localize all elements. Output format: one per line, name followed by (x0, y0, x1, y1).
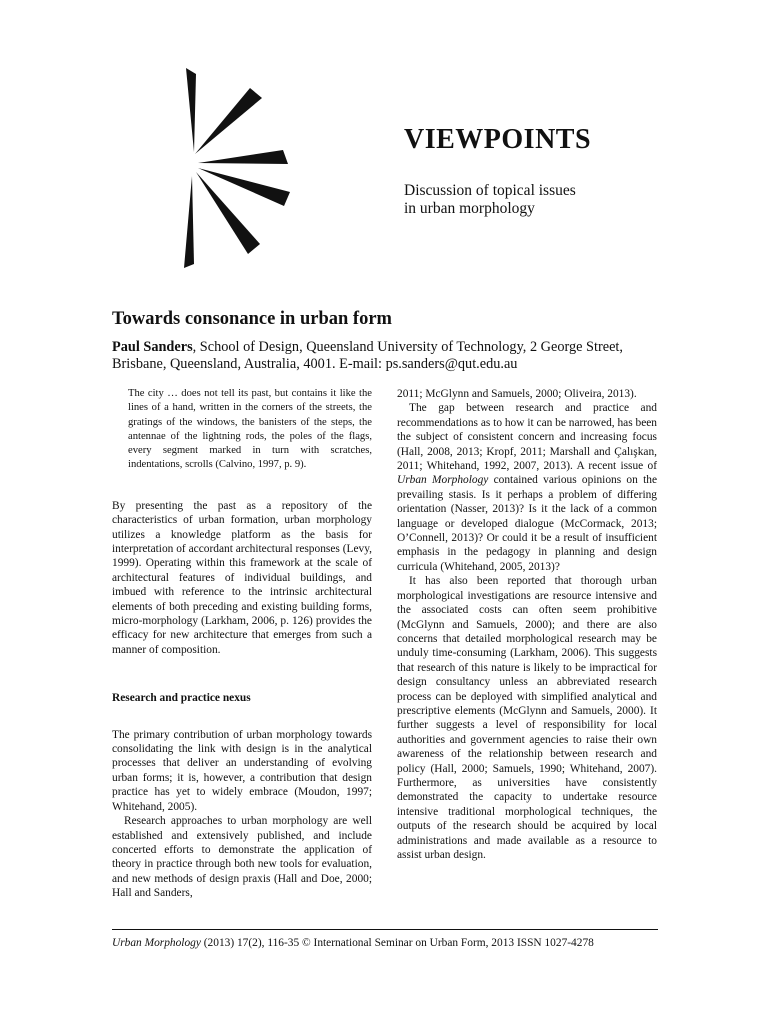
paragraph-text: The gap between research and practice and recommendations as to how it can be narrowed, has been the subject of consistent concern and increasing focus (Hall, 2008, 2013; Kropf, 2011; Marshall and Çalışkan, 2011; Whitehand, 1992, 2007, 2013). A recent issue of (397, 402, 657, 473)
viewpoints-logo-icon (180, 68, 290, 268)
body-paragraph: 2011; McGlynn and Samuels, 2000; Oliveira, 2013). (397, 388, 637, 400)
body-paragraph: The primary contribution of urban morphology towards consolidating the link with design is in the analytical processes that deliver an understanding of evolving urban forms; it is, however, a contribution that design practice has yet to widely embrace (Moudon, 1997; Whitehand, 2005). (112, 728, 372, 813)
footer-citation (112, 937, 594, 949)
right-column (397, 387, 657, 862)
author-address: Brisbane, Queensland, Australia, 4001. E-mail: ps.sanders@qut.edu.au (112, 356, 518, 372)
section-title: VIEWPOINTS (404, 124, 592, 155)
paragraph-text: contained various opinions on the prevailing stasis. Is it perhaps a problem of differing orientation (Nasser, 2013)? Is it the lack of a common language or developed dialogue (McCormack, 2013; O’Connell, 2013)? Or could it be a result of insufficient emphasis in the pedagogy in planning and design curricula (Whitehand, 2005, 2013)? (397, 474, 658, 573)
section-heading: Research and practice nexus (112, 692, 251, 705)
body-paragraph: It has also been reported that thorough urban morphological investigations are resource intensive and the associated costs can often seem prohibitive (McGlynn and Samuels, 2000); and there are also concerns that detailed morphological research may be unduly time-consuming (Larkham, 2006). This suggests that research of this nature is likely to be impractical for design consultancy unless an abbreviated research process can be deployed with simplified analytical and prescriptive elements (McGlynn and Samuels, 2000). It further suggests a level of responsibility for local authorities and government agencies to raise their own awareness of the relationship between research and policy (Hall, 2000; Samuels, 1990; Whitehand, 2007). Furthermore, as universities have consistently demonstrated the capacity to undertake resource intensive traditional morphological techniques, the outputs of the research should be acquired by local administrations and made available as a resource to assist urban design. (397, 575, 657, 861)
author-affiliation: , School of Design, Queensland University of Technology, 2 George Street, (192, 339, 623, 355)
body-paragraph: Research approaches to urban morphology are well established and extensively published, and include concerted efforts to demonstrate the application of theory in practice through both new tools for evaluation, and new methods of design praxis (Hall and Doe, 2000; Hall and Sanders, (112, 815, 372, 900)
epigraph-quote: The city … does not tell its past, but contains it like the lines of a hand, written in the corners of the streets, the gratings of the windows, the banisters of the steps, the antennae of the lightning rods, the poles of the flags, every segment marked in turn with scratches, indentations, scrolls (Calvino, 1997, p. 9). (128, 388, 372, 471)
article-title: Towards consonance in urban form (112, 309, 392, 329)
body-paragraph (397, 401, 657, 574)
footer-journal: Urban Morphology (112, 937, 201, 949)
left-column (112, 387, 372, 901)
intro-paragraph: By presenting the past as a repository of the characteristics of urban formation, urban morphology utilizes a knowledge platform as the basis for interpretation of accordant architectural responses (Levy, 1999). Operating within this framework at the scale of architectural features of individual buildings, and imbued with reference to the intrinsic architectural elements of both preceding and existing building forms, micro-morphology (Larkham, 2006, p. 126) provides the efficacy for new architecture that emerges from such a manner of composition. (112, 499, 372, 656)
section-subtitle (404, 182, 704, 218)
subtitle-line: in urban morphology (404, 200, 535, 217)
footer-details: (2013) 17(2), 116-35 © International Seminar on Urban Form, 2013 ISSN 1027-4278 (200, 937, 594, 949)
subtitle-line: Discussion of topical issues (404, 182, 576, 199)
author-name: Paul Sanders (112, 339, 193, 355)
author-block (112, 339, 658, 373)
journal-name: Urban Morphology (397, 474, 489, 487)
footer-divider (112, 929, 658, 930)
